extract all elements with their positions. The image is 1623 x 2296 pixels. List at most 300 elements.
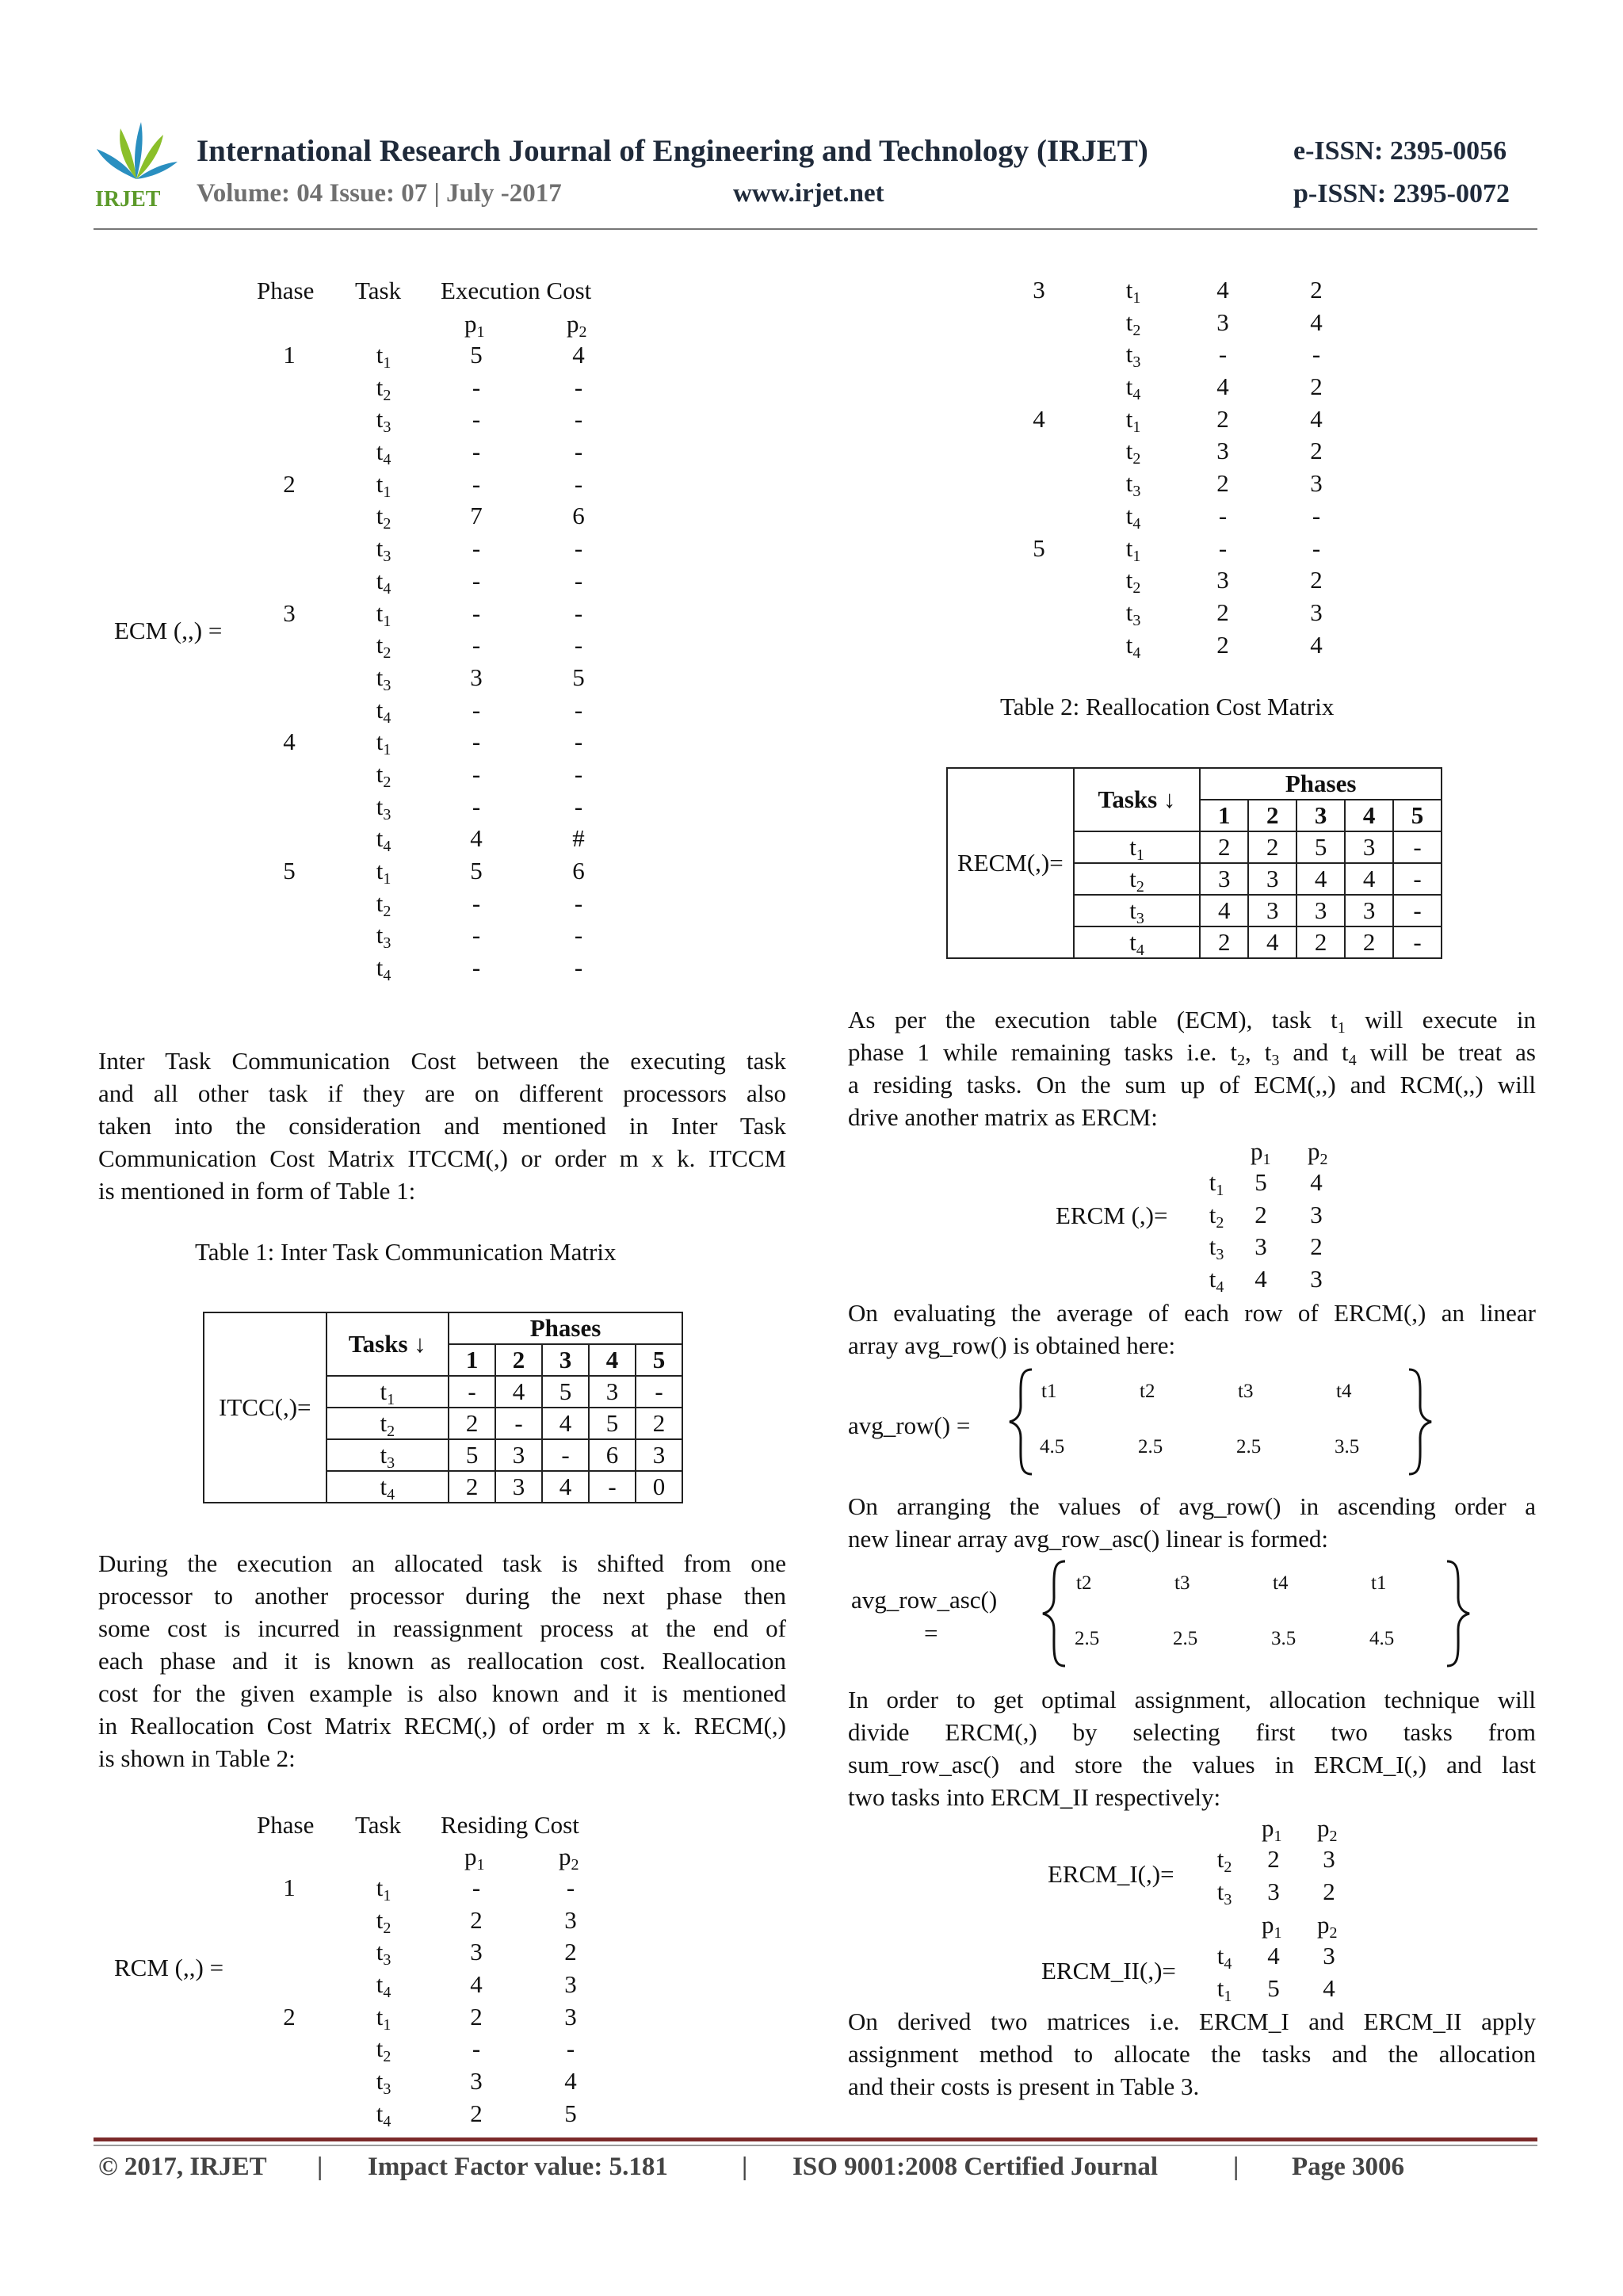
table1-itcc — [203, 1312, 683, 1503]
ecm-p2-header: $p_2$ — [567, 310, 587, 341]
paragraph-ercm-intro — [848, 1003, 1536, 1133]
task-cell: $t_2$ — [327, 1408, 449, 1439]
value-cell: 5 — [542, 1376, 589, 1408]
avg-row-left-brace — [1005, 1366, 1037, 1477]
matrix-cell: 1 — [283, 1874, 296, 1901]
matrix-cell: $t_2$ — [376, 759, 391, 791]
paragraph-line: assignment method to allocate the tasks and the allocation — [848, 2040, 1536, 2068]
avg-row-asc-value-1: 2.5 — [1075, 1628, 1100, 1649]
matrix-cell: - — [472, 921, 481, 949]
matrix-cell: 2 — [470, 2002, 483, 2030]
matrix-cell: $t_4$ — [376, 953, 391, 985]
ecm-task-column — [361, 339, 406, 984]
matrix-cell: - — [574, 598, 583, 627]
matrix-cell: 3 — [1254, 1232, 1267, 1261]
ercm-i-p1-header: $p_1$ — [1262, 1814, 1282, 1845]
matrix-cell: 4 — [1033, 404, 1045, 433]
footer-rule-thin — [94, 2145, 1537, 2146]
matrix-cell: # — [572, 824, 585, 853]
journal-title: International Research Journal of Engineering and Technology (IRJET) — [197, 134, 1148, 168]
matrix-cell: 3 — [1323, 1845, 1335, 1873]
matrix-cell — [269, 403, 309, 436]
avg-row-value-1: 4.5 — [1040, 1436, 1065, 1457]
matrix-cell: - — [574, 953, 583, 982]
matrix-cell — [269, 694, 309, 727]
matrix-cell: - — [574, 566, 583, 594]
matrix-cell: 2 — [1216, 469, 1229, 498]
matrix-cell: $t_3$ — [376, 921, 391, 953]
matrix-cell: 5 — [1254, 1168, 1267, 1196]
matrix-cell: - — [472, 728, 481, 756]
matrix-cell: 3 — [1216, 437, 1229, 465]
matrix-cell — [1019, 435, 1059, 468]
matrix-cell: - — [1218, 533, 1228, 562]
matrix-cell: 2 — [1310, 276, 1323, 304]
phase-number: 2 — [495, 1344, 542, 1376]
matrix-cell: $t_1$ — [376, 469, 391, 501]
value-cell: 4 — [1200, 895, 1248, 926]
value-cell: 3 — [495, 1471, 542, 1503]
matrix-cell: $t_1$ — [376, 2002, 391, 2034]
phase-number: 1 — [449, 1344, 495, 1376]
matrix-cell: 4 — [1310, 404, 1323, 433]
matrix-cell: - — [472, 598, 481, 627]
ercm-i-task-column — [1205, 1843, 1244, 1908]
matrix-cell: $t_3$ — [376, 792, 391, 823]
rcm-left-p2-column — [551, 1872, 590, 2130]
footer-page-number: Page 3006 — [1292, 2153, 1405, 2181]
ercm-label: ERCM (,)= — [1056, 1201, 1168, 1229]
matrix-cell: 6 — [572, 857, 585, 884]
matrix-cell: - — [574, 728, 583, 756]
ercm-p2-header: $p_2$ — [1308, 1137, 1328, 1168]
matrix-cell: $t_4$ — [1209, 1265, 1224, 1297]
phases-header: Phases — [449, 1312, 682, 1344]
matrix-cell — [269, 2065, 309, 2098]
matrix-cell: - — [1218, 340, 1228, 369]
task-cell: $t_1$ — [1074, 831, 1201, 863]
matrix-cell: - — [1312, 340, 1321, 369]
avg-row-label: avg_row() = — [848, 1412, 971, 1439]
footer-iso: ISO 9001:2008 Certified Journal — [792, 2153, 1159, 2181]
matrix-cell — [269, 1904, 309, 1937]
value-cell: - — [1393, 895, 1442, 926]
matrix-cell: $t_2$ — [1125, 566, 1141, 598]
matrix-cell: 5 — [1267, 1973, 1280, 2002]
matrix-cell: $t_1$ — [1216, 1973, 1232, 2005]
rcm-left-phase-column — [269, 1872, 309, 2130]
matrix-cell: 4 — [564, 2067, 577, 2095]
ercm-ii-p1-column — [1254, 1940, 1293, 2004]
matrix-cell: - — [472, 372, 481, 401]
rcm-right-p2-column — [1296, 274, 1336, 661]
matrix-cell: $t_1$ — [1209, 1168, 1224, 1199]
paragraph-line: Communication Cost Matrix ITCCM(,) or order m x k. ITCCM — [98, 1144, 786, 1172]
paragraph-line: is mentioned in form of Table 1: — [98, 1177, 416, 1205]
matrix-cell: 3 — [1310, 598, 1323, 626]
matrix-cell: - — [472, 953, 481, 982]
paragraph-line: and all other task if they are on different processors also — [98, 1079, 786, 1107]
matrix-cell: - — [1312, 533, 1321, 562]
value-cell: 2 — [1248, 831, 1296, 863]
matrix-cell: 3 — [470, 1938, 483, 1966]
matrix-cell: $t_2$ — [1125, 308, 1141, 339]
matrix-cell: 2 — [564, 1938, 577, 1966]
irjet-logo — [94, 117, 179, 211]
footer-impact-factor: Impact Factor value: 5.181 — [368, 2153, 668, 2181]
matrix-cell: - — [566, 2034, 575, 2063]
paragraph-line: two tasks into ERCM_II respectively: — [848, 1783, 1221, 1811]
rcm-right-phase-column — [1019, 274, 1059, 661]
matrix-cell: 2 — [1310, 1232, 1323, 1261]
matrix-cell: 5 — [1033, 533, 1045, 562]
value-cell: - — [589, 1471, 636, 1503]
value-cell: 4 — [1345, 863, 1393, 895]
value-cell: 4 — [542, 1408, 589, 1439]
value-cell: 4 — [1248, 926, 1296, 958]
tasks-header: Tasks ↓ — [327, 1312, 449, 1376]
matrix-cell — [1019, 338, 1059, 371]
avg-row-asc-key-1: t2 — [1076, 1572, 1092, 1594]
matrix-cell: $t_2$ — [376, 1905, 391, 1937]
matrix-cell — [269, 1936, 309, 1969]
matrix-cell: 4 — [1323, 1973, 1335, 2002]
matrix-cell: - — [574, 631, 583, 659]
matrix-cell: - — [472, 469, 481, 498]
matrix-cell: $t_4$ — [376, 2099, 391, 2130]
matrix-cell: 2 — [1216, 404, 1229, 433]
avg-row-key-1: t1 — [1041, 1381, 1057, 1402]
matrix-cell — [1019, 500, 1059, 533]
ercm-p1-header: $p_1$ — [1251, 1137, 1271, 1168]
matrix-cell: - — [1218, 501, 1228, 529]
paragraph-line: cost for the given example is also known and it is mentioned — [98, 1679, 786, 1707]
matrix-cell: $t_3$ — [1125, 598, 1141, 629]
matrix-cell: 4 — [1310, 1168, 1323, 1196]
phase-number: 5 — [636, 1344, 682, 1376]
matrix-cell: - — [566, 1874, 575, 1901]
matrix-cell: $t_3$ — [376, 534, 391, 566]
value-cell: 6 — [589, 1439, 636, 1471]
ercm-i-p2-column — [1309, 1843, 1349, 1908]
matrix-cell: 1 — [283, 341, 296, 369]
matrix-cell: $t_3$ — [1125, 340, 1141, 372]
matrix-cell: 3 — [1310, 469, 1323, 498]
matrix-cell: $t_1$ — [376, 728, 391, 759]
p-issn: p-ISSN: 2395-0072 — [1293, 179, 1510, 208]
matrix-cell: - — [472, 534, 481, 563]
matrix-cell — [1019, 597, 1059, 629]
table1-caption: Table 1: Inter Task Communication Matrix — [195, 1238, 617, 1266]
matrix-cell — [269, 1969, 309, 2001]
matrix-cell: 4 — [470, 824, 483, 853]
matrix-cell: 4 — [1310, 630, 1323, 659]
phase-number: 4 — [1345, 800, 1393, 831]
matrix-cell: $t_4$ — [1216, 1942, 1232, 1973]
matrix-cell: $t_4$ — [376, 1970, 391, 2002]
matrix-cell: 4 — [470, 1970, 483, 1999]
matrix-cell: - — [574, 792, 583, 820]
value-cell: 3 — [1345, 831, 1393, 863]
paragraph-line: divide ERCM(,) by selecting first two tasks from — [848, 1718, 1536, 1746]
matrix-cell: - — [574, 469, 583, 498]
value-cell: 3 — [1296, 895, 1345, 926]
matrix-cell: $t_4$ — [1125, 501, 1141, 533]
matrix-cell: $t_1$ — [376, 1874, 391, 1904]
paragraph-line: each phase and it is known as reallocation cost. Reallocation — [98, 1647, 786, 1675]
paragraph-line: phase 1 while remaining tasks i.e. $t_2$, $t_3$ and $t_4$ will be treat as — [848, 1038, 1536, 1069]
matrix-cell — [269, 629, 309, 662]
matrix-cell: $t_4$ — [1125, 372, 1141, 404]
ercm-i-p2-header: $p_2$ — [1317, 1814, 1338, 1845]
matrix-cell: - — [1312, 501, 1321, 529]
phase-number: 2 — [1248, 800, 1296, 831]
ercm-p1-column — [1241, 1167, 1281, 1296]
rcm-p2-header: $p_2$ — [559, 1843, 579, 1874]
matrix-cell — [269, 888, 309, 920]
matrix-cell: 2 — [470, 2099, 483, 2127]
avg-row-asc-equals: = — [924, 1619, 938, 1647]
matrix-cell: 4 — [572, 341, 585, 369]
value-cell: 2 — [449, 1408, 495, 1439]
paragraph-line: On derived two matrices i.e. ERCM_I and ERCM_II apply — [848, 2008, 1536, 2035]
matrix-cell: 2 — [1310, 372, 1323, 401]
paragraph-line: processor to another processor during the next phase then — [98, 1582, 786, 1610]
matrix-cell: 3 — [1267, 1877, 1280, 1905]
matrix-cell: - — [472, 2034, 481, 2063]
matrix-cell: 5 — [564, 2099, 577, 2127]
value-cell: 5 — [449, 1439, 495, 1471]
phase-number: 4 — [589, 1344, 636, 1376]
matrix-cell: $t_2$ — [376, 888, 391, 920]
header-rule — [94, 228, 1537, 230]
matrix-cell: 2 — [283, 469, 296, 498]
matrix-cell: $t_1$ — [1125, 533, 1141, 565]
matrix-cell: 4 — [283, 728, 296, 756]
avg-row-key-4: t4 — [1336, 1381, 1352, 1402]
value-cell: 2 — [449, 1471, 495, 1503]
matrix-cell: - — [574, 437, 583, 466]
matrix-cell: 3 — [564, 1905, 577, 1934]
svg-text:IRJET: IRJET — [95, 187, 161, 211]
matrix-cell: $t_1$ — [376, 598, 391, 630]
matrix-cell: 4 — [1267, 1942, 1280, 1969]
matrix-cell: $t_2$ — [1125, 437, 1141, 468]
matrix-cell: $t_2$ — [376, 2034, 391, 2066]
matrix-cell: $t_4$ — [1125, 630, 1141, 662]
avg-row-asc-right-brace — [1442, 1558, 1474, 1669]
matrix-cell — [1019, 307, 1059, 339]
matrix-cell: 2 — [1216, 630, 1229, 659]
value-cell: - — [449, 1376, 495, 1408]
paragraph-itcc-intro — [98, 1045, 786, 1207]
value-cell: 5 — [589, 1408, 636, 1439]
matrix-cell: 4 — [1310, 308, 1323, 336]
matrix-cell: - — [472, 437, 481, 466]
matrix-cell: - — [472, 695, 481, 724]
matrix-cell: $t_2$ — [376, 502, 391, 533]
value-cell: 0 — [636, 1471, 682, 1503]
matrix-cell: - — [574, 695, 583, 724]
avg-row-right-brace — [1404, 1366, 1436, 1477]
value-cell: 2 — [1200, 831, 1248, 863]
matrix-cell: $t_1$ — [1125, 404, 1141, 436]
ercm-ii-p2-header: $p_2$ — [1317, 1911, 1338, 1942]
ercm-ii-label: ERCM_II(,)= — [1041, 1957, 1176, 1985]
e-issn: e-ISSN: 2395-0056 — [1293, 136, 1507, 166]
matrix-cell: - — [472, 759, 481, 788]
matrix-cell — [269, 565, 309, 598]
matrix-cell: 3 — [564, 1970, 577, 1999]
paragraph-avg-row — [848, 1297, 1536, 1362]
value-cell: - — [636, 1376, 682, 1408]
ecm-cost-header: Execution Cost — [441, 277, 592, 304]
avg-row-asc-left-brace — [1038, 1558, 1070, 1669]
matrix-cell — [269, 500, 309, 533]
avg-row-asc-label: avg_row_asc() — [851, 1586, 998, 1614]
value-cell: 3 — [589, 1376, 636, 1408]
avg-row-value-2: 2.5 — [1138, 1436, 1163, 1457]
rcm-p1-header: $p_1$ — [464, 1843, 485, 1874]
ercm-ii-p2-column — [1309, 1940, 1349, 2004]
rcm-right-task-column — [1111, 274, 1155, 661]
footer-copyright: © 2017, IRJET — [98, 2153, 267, 2181]
value-cell: 5 — [1296, 831, 1345, 863]
matrix-cell: 4 — [1254, 1265, 1267, 1293]
phase-number: 3 — [542, 1344, 589, 1376]
matrix-cell: $t_2$ — [376, 631, 391, 663]
matrix-cell: $t_3$ — [376, 405, 391, 437]
matrix-cell: 6 — [572, 502, 585, 530]
table2-recm — [946, 767, 1442, 959]
value-cell: 3 — [495, 1439, 542, 1471]
value-cell: 4 — [1296, 863, 1345, 895]
value-cell: - — [1393, 863, 1442, 895]
avg-row-asc-key-4: t1 — [1371, 1572, 1387, 1594]
matrix-cell: 2 — [1254, 1200, 1267, 1228]
footer-separator-2: | — [742, 2153, 748, 2181]
matrix-cell: $t_3$ — [1125, 469, 1141, 501]
matrix-cell — [269, 823, 309, 855]
matrix-cell: 3 — [1323, 1942, 1335, 1969]
footer-separator-1: | — [317, 2153, 323, 2181]
matrix-cell: - — [472, 792, 481, 820]
matrix-cell: 7 — [470, 502, 483, 530]
tasks-header: Tasks ↓ — [1074, 768, 1201, 831]
rcm-cost-header: Residing Cost — [441, 1811, 579, 1839]
ercm-i-p1-column — [1254, 1843, 1293, 1908]
matrix-cell — [1019, 564, 1059, 597]
avg-row-value-4: 3.5 — [1335, 1436, 1360, 1457]
paragraph-divide — [848, 1683, 1536, 1813]
matrix-cell: $t_1$ — [1125, 276, 1141, 307]
matrix-cell: $t_4$ — [376, 824, 391, 856]
table-row-label: ITCC(,)= — [204, 1312, 327, 1503]
rcm-phase-header: Phase — [257, 1811, 315, 1839]
matrix-cell: - — [574, 888, 583, 917]
matrix-cell: 2 — [1310, 437, 1323, 465]
matrix-cell: - — [472, 631, 481, 659]
matrix-cell: 3 — [1216, 566, 1229, 594]
matrix-cell: 2 — [283, 2002, 296, 2030]
matrix-cell: - — [472, 566, 481, 594]
rcm-label: RCM (,,) = — [114, 1954, 224, 1981]
journal-website[interactable]: www.irjet.net — [733, 179, 884, 208]
task-cell: $t_4$ — [327, 1471, 449, 1503]
matrix-cell: 3 — [1310, 1265, 1323, 1293]
matrix-cell — [269, 533, 309, 565]
paragraph-line: is shown in Table 2: — [98, 1744, 296, 1772]
value-cell: - — [1393, 926, 1442, 958]
matrix-cell — [269, 791, 309, 823]
ecm-p1-column — [456, 339, 496, 984]
task-cell: $t_3$ — [327, 1439, 449, 1471]
paragraph-line: taken into the consideration and mentioned in Inter Task — [98, 1112, 786, 1140]
matrix-cell: $t_3$ — [376, 2067, 391, 2099]
avg-row-asc-key-2: t3 — [1174, 1572, 1190, 1594]
value-cell: - — [1393, 831, 1442, 863]
value-cell: 4 — [542, 1471, 589, 1503]
avg-row-key-3: t3 — [1238, 1381, 1254, 1402]
paragraph-reallocation — [98, 1547, 786, 1775]
matrix-cell: $t_2$ — [376, 372, 391, 404]
matrix-cell: 5 — [572, 663, 585, 691]
ecm-task-header: Task — [355, 277, 402, 304]
paragraph-line: array avg_row() is obtained here: — [848, 1331, 1176, 1359]
table2-caption: Table 2: Reallocation Cost Matrix — [1000, 693, 1335, 720]
matrix-cell: 2 — [1216, 598, 1229, 626]
rcm-right-p1-column — [1203, 274, 1243, 661]
matrix-cell — [1019, 629, 1059, 662]
matrix-cell: $t_4$ — [376, 566, 391, 598]
ecm-phase-column — [269, 339, 309, 984]
avg-row-asc-value-3: 3.5 — [1271, 1628, 1296, 1649]
matrix-cell — [269, 919, 309, 952]
phases-header: Phases — [1200, 768, 1442, 800]
task-cell: $t_1$ — [327, 1376, 449, 1408]
matrix-cell — [1019, 371, 1059, 403]
matrix-cell: $t_1$ — [376, 341, 391, 372]
matrix-cell: 4 — [1216, 372, 1229, 401]
paragraph-line: in Reallocation Cost Matrix RECM(,) of order m x k. RECM(,) — [98, 1712, 786, 1740]
matrix-cell: $t_3$ — [376, 1938, 391, 1969]
paragraph-avg-row-asc — [848, 1490, 1536, 1555]
value-cell: 4 — [495, 1376, 542, 1408]
paragraph-line: During the execution an allocated task is shifted from one — [98, 1549, 786, 1577]
matrix-cell: 5 — [470, 341, 483, 369]
matrix-cell: $t_3$ — [1216, 1877, 1232, 1908]
value-cell: 3 — [1345, 895, 1393, 926]
ecm-label: ECM (,,) = — [114, 617, 223, 644]
matrix-cell — [269, 2033, 309, 2065]
paragraph-line: and their costs is present in Table 3. — [848, 2073, 1200, 2100]
matrix-cell: 3 — [470, 2067, 483, 2095]
paragraph-line: In order to get optimal assignment, allocation technique will — [848, 1686, 1536, 1713]
footer-rule-thick — [94, 2137, 1537, 2141]
value-cell: 3 — [1248, 895, 1296, 926]
matrix-cell: $t_2$ — [1209, 1200, 1224, 1232]
issue-info: Volume: 04 Issue: 07 | July -2017 — [197, 179, 562, 208]
footer-separator-3: | — [1233, 2153, 1239, 2181]
task-cell: $t_2$ — [1074, 863, 1201, 895]
matrix-cell: $t_4$ — [376, 437, 391, 469]
matrix-cell — [269, 952, 309, 984]
matrix-cell: 2 — [1267, 1845, 1280, 1873]
matrix-cell: - — [472, 405, 481, 434]
paragraph-assignment — [848, 2005, 1536, 2103]
matrix-cell: 3 — [1310, 1200, 1323, 1228]
matrix-cell: $t_4$ — [376, 695, 391, 727]
